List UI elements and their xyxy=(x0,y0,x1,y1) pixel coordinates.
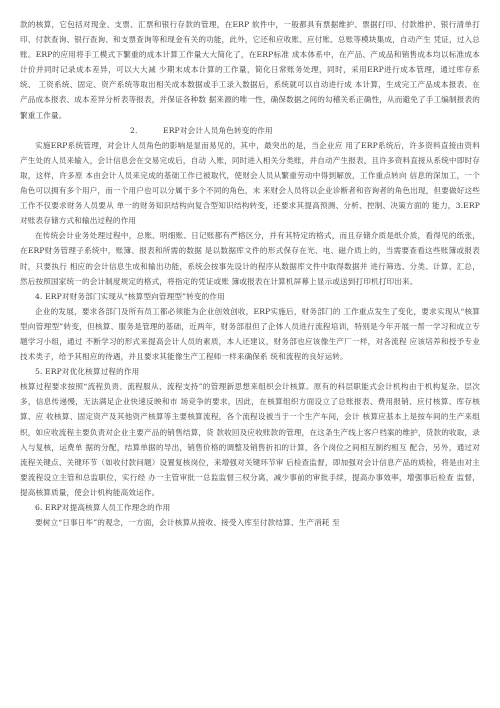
section-heading-finance-transition: 4. ERP对财务部门实现从“核算型向管理型”转变的作用 xyxy=(35,291,225,301)
paragraph-optimize-accounting: 核算过程要求按照“流程负责、流程服从、流程支持”的管理新思想来组织会计核算。原有的科层职能式会计机构由于机构复杂、层次多，信息传递慢，无法满足企业快速反映和市 场竞争的要求，因此，在核算组织方面设立了总账报表、费用报销、应付核算、库存核算、应 收核算、固定资产及其他资产核算等主要核算流程，各个流程设被当于一个生产车间，会计 核算应基本上是按车间的生产来组织，如应收流程主要负责对企业主要产品的销售结算，货 款收回及应收账款的管理，在这条生产线上客户档案的维护，货款的收取，录入与复核，运费单 据的分配，结算单据的导出，销售价格的调整及销售折扣的计算，各个岗位之间相互制约相互 配合，另外，通过对流程关键点、关键环节（如收付款问题）设置复核岗位，来增强对关键环节审 后检查监督，即加强对会计信息产品的质检，将是由对主要流程设立主管和总监职位，实行经 办一主管审批一总监监督三权分离，减少事前的审批手续，提高办事效率，增强事后检查 监督，提高核算质量，使会计机构能高效运作。 xyxy=(20,382,480,497)
paragraph-ledger-storage: 在传统会计业务处理过程中，总账、明细账、日记账都有严格区分，并有其特定的格式，而且存储介质是纸介质，看得见的纸张，在ERP财务管理子系统中，账簿、报表和所需的数据 是以数据库文件的形式保存在光、电、磁介质上的，当需要查看这些账簿或报表时，只要执行 相应的会计信息生成和输出功能，系统会按事先设计的程序从数据库文件中取得数据并 进行筛选、分类、计算、汇总，然后按照国家统一的会计制度规定的格式，将指定的凭证或账 簿或报表在计算机屏幕上显示或送到打印机打印出来。 xyxy=(20,231,480,286)
section-number: 2. xyxy=(130,125,138,135)
section-heading-role-change xyxy=(20,123,480,138)
section-title: ERP对会计人员角色转变的作用 xyxy=(163,125,273,135)
paragraph-work-philosophy: 要树立“日事日毕”的观念，一方面，会计核算从接收、接受入库至付款结算、生产消耗 至 xyxy=(35,518,340,528)
section-heading-optimize-accounting: 5. ERP对优化核算过程的作用 xyxy=(35,367,140,377)
section-heading-work-philosophy: 6. ERP对提高核算人员工作理念的作用 xyxy=(35,503,171,512)
paragraph-finance-transition: 企业的发展，要求各部门及所有员工都必须能为企业创效创收，ERP实施后，财务部门的 工作重点发生了变化，要求实现从“核算型向管理型”转变，但核算、服务是管理的基础，近两年，财务部很但了企体人员进行流程培训，特别是今年开展一帮一学习和成立专题学习小组，通过 不断学习的形式来提高会计人员的素质，本人还建议，财务部也应该像生产厂一样，对各流程 应该培养和授予专业技术类子，给予其相应的待遇，并且要求其能像生产工程师一样来确保系 统和流程的良好运转。 xyxy=(20,306,480,362)
paragraph-cash-management: 款的核算，它包括对现金、支票、汇票和银行存款的管理，在ERP 软件中，一般都具有票据维护、票据打印、付款维护、银行清单打印、付款查询、银行查询、和支票查询等和现金有关的功能，此外，它还和应收账、应付账、总账等模块集成，自动产生 凭证，过入总账。ERP的应用将手工模式下繁重的成本计算工作量大大简化了，在ERP标准 成本体系中，在产品、产成品和销售成本均以标准成本计价并同时记录成本差异，可以大大减 少期末成本计算的工作量，简化日常账务处理，同时，采用ERP进行成本管理，通过库存系统、 工资系统、固定、资产系统等取出相关成本数据或手工录入数据后，系统就可以自动进行成 本计算，生成完工产品成本报表、在产品成本报表、成本差异分析表等报表，并保证各种数 据来源的唯一性，确保数据之间的勾稽关系正确性，从而避免了手工编制报表的繁重工作量。 xyxy=(20,20,480,120)
paragraph-role-change: 实施ERP系统管理，对会计人员角色的影响是显而易见的，其中，最突出的是，当企业应 用了ERP系统后，许多资料直接由资料产生处的人员来输入，会计信息会在交易完成后，自动 入账，同时进入相关分类账，并自动产生报表，且许多资料直接从系统中即时存取，这样，许多原 本由会计人员来完成的基础工作已被取代，使财会人员从繁重劳动中得到解放，工作重点转向 信息的深加工，一个角色可以拥有多个用户，而一个用户也可以分属于多个不同的角色，未 来财会人员将以企业诊断者和咨询者的角色出现，但要做好这些工作不仅要求财务人员要从 单一的财务知识结构向复合型知识结构转变，还要求其提高预测、分析、控制、决策方面的 能力，3.ERP对账表存储方式和输出过程的作用 xyxy=(20,140,480,226)
